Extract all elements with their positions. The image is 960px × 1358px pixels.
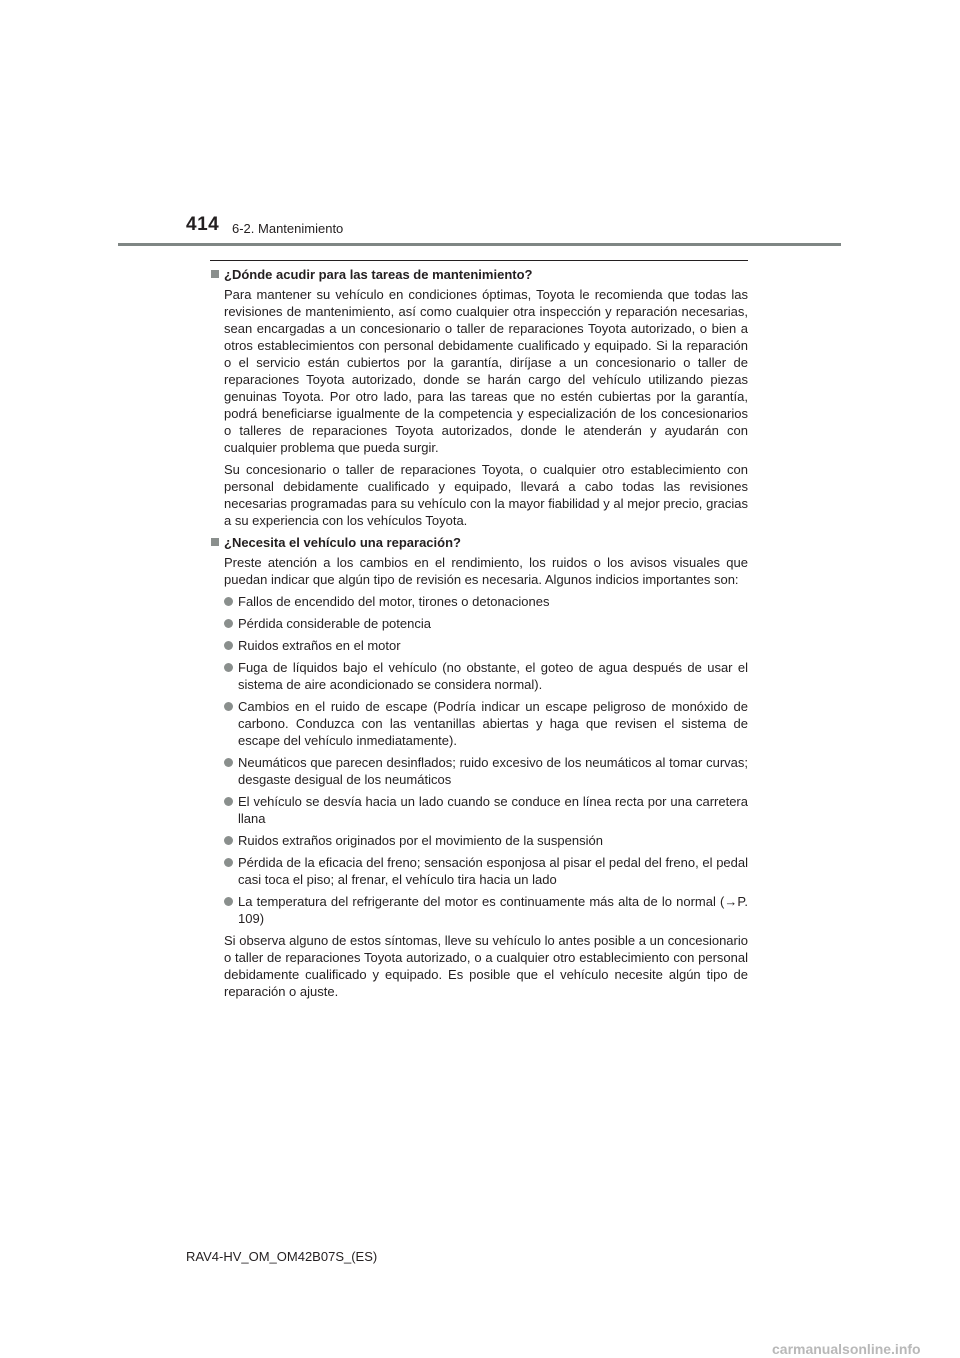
section-heading-maintenance: ¿Dónde acudir para las tareas de mantenimiento? [210, 266, 748, 283]
list-item: La temperatura del refrigerante del motor es continuamente más alta de lo normal (→P. 109) [224, 893, 748, 927]
list-item: Neumáticos que parecen desinflados; ruido excesivo de los neumáticos al tomar curvas; desgaste desigual de los neumáticos [224, 754, 748, 788]
paragraph: Su concesionario o taller de reparaciones Toyota, o cualquier otro establecimiento con personal debidamente cualificado y equipado, llevará a cabo todas las revisiones necesarias programadas para su vehículo con la mayor fiabilidad y al mejor precio, gracias a su experiencia con los vehículos Toyota. [224, 462, 748, 528]
list-item: Pérdida de la eficacia del freno; sensación esponjosa al pisar el pedal del freno, el pedal casi toca el piso; al frenar, el vehículo tira hacia un lado [224, 854, 748, 888]
paragraph: Preste atención a los cambios en el rendimiento, los ruidos o los avisos visuales que puedan indicar que algún tipo de revisión es necesaria. Algunos indicios importantes son: [224, 555, 748, 587]
list-item: El vehículo se desvía hacia un lado cuando se conduce en línea recta por una carretera llana [224, 793, 748, 827]
list-item: Ruidos extraños originados por el movimiento de la suspensión [224, 832, 748, 849]
paragraph: Para mantener su vehículo en condiciones óptimas, Toyota le recomienda que todas las revisiones de mantenimiento, así como cualquier otra inspección y reparación necesarias, sean encargadas a un concesionario o taller de reparaciones Toyota autorizado, o bien a otros establecimientos con personal debidamente cualificado y equipado. Si la reparación o el servicio están cubiertos por la garantía, diríjase a un concesionario o taller de reparaciones Toyota autorizado, donde se harán cargo del vehículo utilizando piezas genuinas Toyota. Por otro lado, para las tareas que no estén cubiertas por la garantía, podrá beneficiarse igualmente de la competencia y especialización de los concesionarios o talleres de reparaciones Toyota autorizados, donde le atenderán y ayudarán con cualquier problema que pueda surgir. [224, 287, 748, 455]
list-item: Fuga de líquidos bajo el vehículo (no obstante, el goteo de agua después de usar el sistema de aire acondicionado se considera normal). [224, 659, 748, 693]
symptom-list [224, 593, 748, 927]
content-rule [210, 260, 748, 261]
section-heading-repair: ¿Necesita el vehículo una reparación? [210, 534, 748, 551]
paragraph: Si observa alguno de estos síntomas, lleve su vehículo lo antes posible a un concesionario o taller de reparaciones Toyota autorizado, o a cualquier otro establecimiento con personal debidamente cualificado y equipado. Es posible que el vehículo necesite algún tipo de reparación o ajuste. [224, 933, 748, 999]
list-item: Cambios en el ruido de escape (Podría indicar un escape peligroso de monóxido de carbono. Conduzca con las ventanillas abiertas y haga que revisen el sistema de escape del vehículo inmediatamente). [224, 698, 748, 749]
page-content [210, 266, 748, 1005]
header-rule [118, 243, 841, 246]
section-title: 6-2. Mantenimiento [232, 221, 344, 236]
list-item: Ruidos extraños en el motor [224, 637, 748, 654]
list-item: Fallos de encendido del motor, tirones o detonaciones [224, 593, 748, 610]
list-item: Pérdida considerable de potencia [224, 615, 748, 632]
watermark: carmanualsonline.info [772, 1341, 921, 1357]
page-number: 414 [186, 214, 220, 235]
document-code: RAV4-HV_OM_OM42B07S_(ES) [186, 1249, 378, 1264]
